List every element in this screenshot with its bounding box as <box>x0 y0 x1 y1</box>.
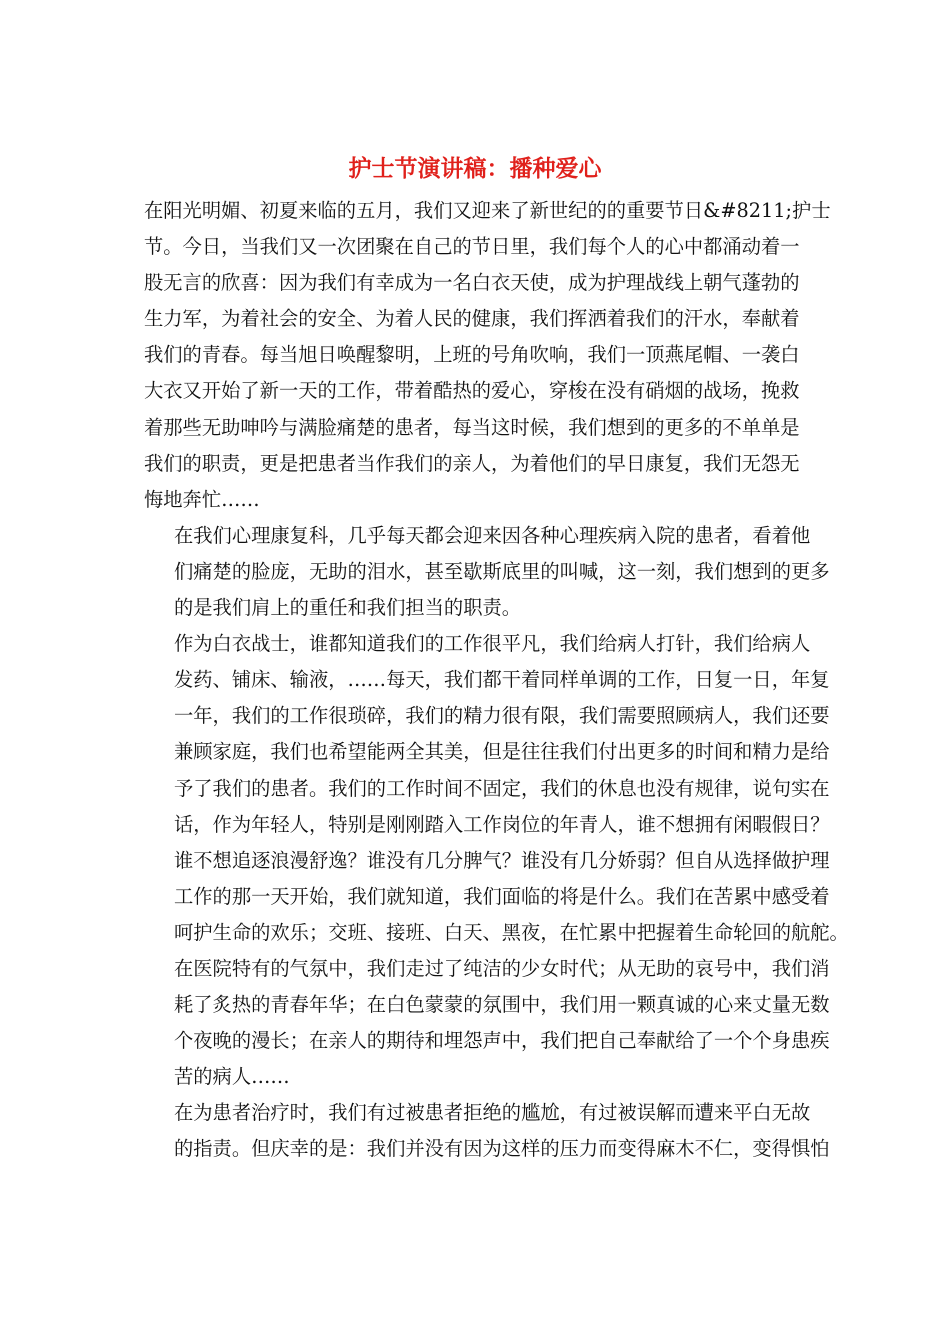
text-line: 发药、铺床、输液，……每天，我们都干着同样单调的工作，日复一日，年复 <box>174 668 830 692</box>
text-line: 着那些无助呻吟与满脸痛楚的患者，每当这时候，我们想到的更多的不单单是 <box>144 415 800 439</box>
text-line: 予了我们的患者。我们的工作时间不固定，我们的休息也没有规律，说句实在 <box>174 776 830 800</box>
text-line: 一年，我们的工作很琐碎，我们的精力很有限，我们需要照顾病人，我们还要 <box>174 704 830 728</box>
text-line: 呵护生命的欢乐；交班、接班、白天、黑夜，在忙累中把握着生命轮回的航舵。 <box>174 920 849 944</box>
text-line: 节。今日，当我们又一次团聚在自己的节日里，我们每个人的心中都涌动着一 <box>144 235 800 259</box>
text-line: 的指责。但庆幸的是：我们并没有因为这样的压力而变得麻木不仁，变得惧怕 <box>174 1137 830 1161</box>
paragraph <box>144 626 849 1095</box>
paragraph <box>144 518 830 626</box>
text-line: 的是我们肩上的重任和我们担当的职责。 <box>174 596 522 620</box>
text-line: 股无言的欣喜：因为我们有幸成为一名白衣天使，成为护理战线上朝气蓬勃的 <box>144 271 800 295</box>
text-line: 工作的那一天开始，我们就知道，我们面临的将是什么。我们在苦累中感受着 <box>174 884 830 908</box>
paragraph <box>144 1095 830 1167</box>
text-line: 耗了炙热的青春年华；在白色蒙蒙的氛围中，我们用一颗真诚的心来丈量无数 <box>174 993 830 1017</box>
document-title: 护士节演讲稿：播种爱心 <box>348 155 602 182</box>
text-line: 个夜晚的漫长；在亲人的期待和埋怨声中，我们把自己奉献给了一个个身患疾 <box>174 1029 830 1053</box>
text-line: 在医院特有的气氛中，我们走过了纯洁的少女时代；从无助的哀号中，我们消 <box>174 956 830 980</box>
text-line: 苦的病人…… <box>174 1065 290 1089</box>
text-line: 在我们心理康复科，几乎每天都会迎来因各种心理疾病入院的患者，看着他 <box>174 523 811 547</box>
text-line: 作为白衣战士，谁都知道我们的工作很平凡，我们给病人打针，我们给病人 <box>174 632 811 656</box>
text-line: 生力军，为着社会的安全、为着人民的健康，我们挥洒着我们的汗水，奉献着 <box>144 307 800 331</box>
paragraph <box>144 193 831 518</box>
text-line: 们痛楚的脸庞，无助的泪水，甚至歇斯底里的叫喊，这一刻，我们想到的更多 <box>174 559 830 583</box>
text-line: 在为患者治疗时，我们有过被患者拒绝的尴尬，有过被误解而遭来平白无故 <box>174 1101 811 1125</box>
document-body <box>144 193 849 1168</box>
text-line: 悔地奔忙…… <box>144 487 260 511</box>
text-line: 在阳光明媚、初夏来临的五月，我们又迎来了新世纪的的重要节日&#8211;护士 <box>144 199 831 222</box>
text-line: 兼顾家庭，我们也希望能两全其美，但是往往我们付出更多的时间和精力是给 <box>174 740 830 764</box>
text-line: 话，作为年轻人，特别是刚刚踏入工作岗位的年青人，谁不想拥有闲暇假日？ <box>174 812 830 836</box>
text-line: 我们的职责，更是把患者当作我们的亲人，为着他们的早日康复，我们无怨无 <box>144 451 800 475</box>
text-line: 我们的青春。每当旭日唤醒黎明，上班的号角吹响，我们一顶燕尾帽、一袭白 <box>144 343 800 367</box>
text-line: 大衣又开始了新一天的工作，带着酷热的爱心，穿梭在没有硝烟的战场，挽救 <box>144 379 800 403</box>
text-line: 谁不想追逐浪漫舒逸？谁没有几分脾气？谁没有几分娇弱？但自从选择做护理 <box>174 848 830 872</box>
